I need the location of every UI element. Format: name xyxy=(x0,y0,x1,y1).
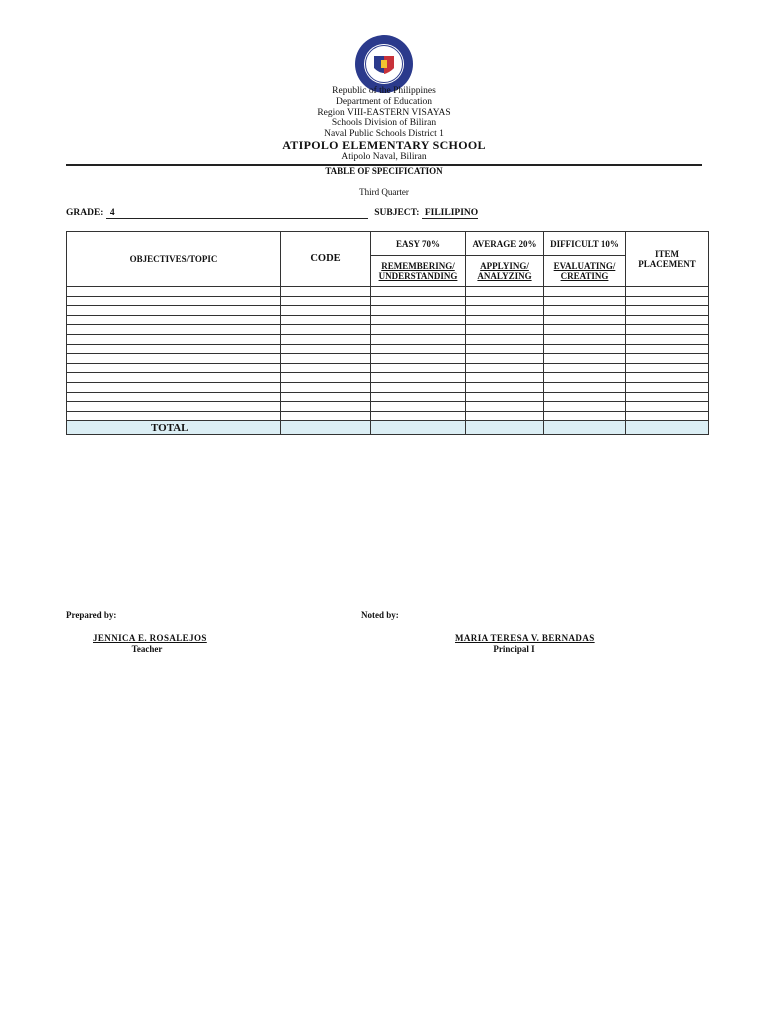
table-cell xyxy=(626,402,709,412)
header-difficult: DIFFICULT 10% xyxy=(544,232,626,256)
noted-name: MARIA TERESA V. BERNADAS xyxy=(455,633,595,643)
document-title: TABLE OF SPECIFICATION xyxy=(325,166,443,176)
table-cell xyxy=(371,373,466,383)
header-code: CODE xyxy=(281,232,371,287)
deped-seal-icon xyxy=(354,34,414,94)
table-cell xyxy=(371,334,466,344)
table-row xyxy=(67,363,709,373)
table-cell xyxy=(626,354,709,364)
table-cell xyxy=(626,411,709,421)
table-cell xyxy=(466,334,544,344)
table-cell xyxy=(281,344,371,354)
total-cell xyxy=(466,421,544,435)
table-cell xyxy=(544,392,626,402)
total-cell xyxy=(544,421,626,435)
table-cell xyxy=(466,354,544,364)
grade-value: 4 xyxy=(109,208,115,218)
header-easy: EASY 70% xyxy=(371,232,466,256)
table-cell xyxy=(544,382,626,392)
table-row xyxy=(67,382,709,392)
table-cell xyxy=(67,306,281,316)
specification-table xyxy=(66,231,709,435)
table-cell xyxy=(371,325,466,335)
table-row xyxy=(67,373,709,383)
table-cell xyxy=(371,411,466,421)
table-row xyxy=(67,402,709,412)
prepared-by-label: Prepared by: xyxy=(66,610,117,620)
table-cell xyxy=(281,296,371,306)
table-cell xyxy=(466,363,544,373)
table-cell xyxy=(626,315,709,325)
table-row xyxy=(67,344,709,354)
table-cell xyxy=(67,354,281,364)
table-cell xyxy=(466,392,544,402)
table-cell xyxy=(466,315,544,325)
table-cell xyxy=(466,306,544,316)
table-cell xyxy=(626,325,709,335)
table-cell xyxy=(626,392,709,402)
table-cell xyxy=(626,287,709,297)
table-cell xyxy=(544,315,626,325)
table-cell xyxy=(67,402,281,412)
table-cell xyxy=(544,373,626,383)
table-cell xyxy=(466,402,544,412)
table-cell xyxy=(281,382,371,392)
table-cell xyxy=(371,287,466,297)
table-row xyxy=(67,411,709,421)
table-cell xyxy=(626,334,709,344)
table-cell xyxy=(626,296,709,306)
table-cell xyxy=(281,373,371,383)
table-cell xyxy=(544,334,626,344)
table-cell xyxy=(67,382,281,392)
prepared-role: Teacher xyxy=(131,644,163,654)
table-cell xyxy=(281,363,371,373)
header-line-3: Region VIII-EASTERN VISAYAS xyxy=(317,108,451,118)
table-cell xyxy=(466,373,544,383)
noted-by-label: Noted by: xyxy=(361,610,399,620)
table-row xyxy=(67,315,709,325)
subheader-average: APPLYING/ ANALYZING xyxy=(466,256,544,287)
header-objectives: OBJECTIVES/TOPIC xyxy=(67,232,281,287)
table-cell xyxy=(626,363,709,373)
table-cell xyxy=(371,392,466,402)
table-cell xyxy=(281,392,371,402)
table-cell xyxy=(371,363,466,373)
noted-role: Principal I xyxy=(493,644,535,654)
table-row xyxy=(67,325,709,335)
table-cell xyxy=(281,287,371,297)
table-cell xyxy=(544,306,626,316)
total-row xyxy=(67,421,709,435)
grade-row xyxy=(66,208,478,219)
table-cell xyxy=(67,315,281,325)
table-cell xyxy=(466,382,544,392)
table-cell xyxy=(626,306,709,316)
table-cell xyxy=(544,287,626,297)
table-cell xyxy=(371,402,466,412)
subheader-difficult: EVALUATING/ CREATING xyxy=(544,256,626,287)
school-address: Atipolo Naval, Biliran xyxy=(341,152,427,162)
table-cell xyxy=(544,402,626,412)
table-cell xyxy=(466,287,544,297)
table-cell xyxy=(281,354,371,364)
table-cell xyxy=(371,315,466,325)
subject-value: FILILIPINO xyxy=(424,208,479,218)
subheader-easy: REMEMBERING/ UNDERSTANDING xyxy=(371,256,466,287)
table-cell xyxy=(67,325,281,335)
subject-label: SUBJECT: xyxy=(374,208,420,218)
subject-field xyxy=(422,208,478,219)
quarter-label: Third Quarter xyxy=(359,187,409,197)
table-cell xyxy=(371,306,466,316)
table-row xyxy=(67,306,709,316)
table-cell xyxy=(67,334,281,344)
table-cell xyxy=(544,296,626,306)
table-cell xyxy=(281,325,371,335)
table-cell xyxy=(544,354,626,364)
table-cell xyxy=(466,325,544,335)
table-row xyxy=(67,392,709,402)
table-row xyxy=(67,296,709,306)
table-cell xyxy=(626,382,709,392)
table-cell xyxy=(466,296,544,306)
table-cell xyxy=(371,344,466,354)
table-cell xyxy=(544,344,626,354)
grade-field xyxy=(106,208,368,219)
table-cell xyxy=(371,296,466,306)
header-line-2: Department of Education xyxy=(335,97,433,107)
table-cell xyxy=(281,402,371,412)
table-cell xyxy=(67,344,281,354)
table-row xyxy=(67,287,709,297)
table-cell xyxy=(371,354,466,364)
table-cell xyxy=(67,363,281,373)
table-cell xyxy=(67,411,281,421)
table-cell xyxy=(466,411,544,421)
table-cell xyxy=(544,325,626,335)
header-line-5: Naval Public Schools District 1 xyxy=(324,129,444,139)
table-cell xyxy=(281,411,371,421)
table-row xyxy=(67,354,709,364)
table-cell xyxy=(466,344,544,354)
header-item-placement: ITEM PLACEMENT xyxy=(626,232,709,287)
table-cell xyxy=(281,306,371,316)
table-cell xyxy=(544,411,626,421)
table-row xyxy=(67,334,709,344)
table-cell xyxy=(67,392,281,402)
header-line-1: Republic of the Philippines xyxy=(332,86,436,96)
total-label: TOTAL xyxy=(67,421,281,435)
total-cell xyxy=(626,421,709,435)
school-name: ATIPOLO ELEMENTARY SCHOOL xyxy=(282,138,486,152)
table-cell xyxy=(67,296,281,306)
table-cell xyxy=(371,382,466,392)
table-cell xyxy=(544,363,626,373)
header-average: AVERAGE 20% xyxy=(466,232,544,256)
total-cell xyxy=(371,421,466,435)
table-cell xyxy=(626,373,709,383)
table-cell xyxy=(67,373,281,383)
total-cell xyxy=(281,421,371,435)
table-cell xyxy=(281,315,371,325)
grade-label: GRADE: xyxy=(66,208,104,218)
table-cell xyxy=(67,287,281,297)
table-cell xyxy=(281,334,371,344)
prepared-name: JENNICA E. ROSALEJOS xyxy=(93,633,207,643)
table-cell xyxy=(626,344,709,354)
header-line-4: Schools Division of Biliran xyxy=(331,118,437,128)
